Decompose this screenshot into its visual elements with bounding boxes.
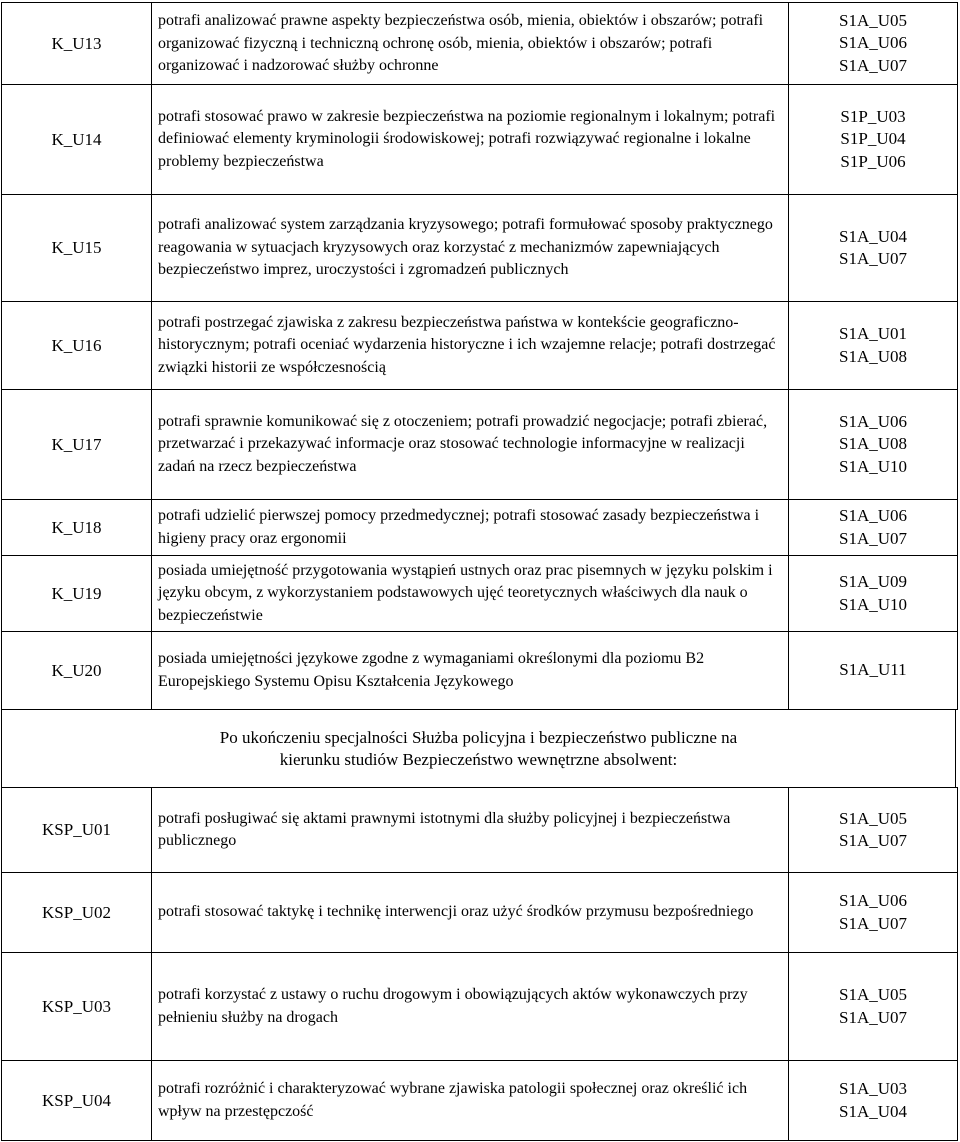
table-row	[2, 556, 958, 632]
reference-code: S1A_U04	[838, 226, 907, 246]
reference-code: S1A_U06	[838, 891, 907, 910]
table-row	[2, 3, 958, 85]
table-row	[2, 500, 958, 556]
outcome-description: potrafi korzystać z ustawy o ruchu drogowym i obowiązujących aktów wykonawczych przy pełnieniu służby na drogach	[152, 953, 789, 1061]
outcome-references	[789, 632, 958, 710]
outcome-code: K_U18	[2, 500, 152, 556]
outcome-references	[789, 953, 958, 1061]
outcome-code: KSP_U04	[2, 1061, 152, 1141]
outcome-description: potrafi rozróżnić i charakteryzować wybrane zjawiska patologii społecznej oraz określić ich wpływ na przestępczość	[152, 1061, 789, 1141]
outcome-description: posiada umiejętności językowe zgodne z wymaganiami określonymi dla poziomu B2 Europejskiego Systemu Opisu Kształcenia Językowego	[152, 632, 789, 710]
table-row	[2, 953, 958, 1061]
reference-code: S1A_U07	[838, 249, 907, 268]
table-row	[2, 632, 958, 710]
outcome-references	[789, 1061, 958, 1141]
table-row	[2, 302, 958, 390]
table-row	[2, 788, 958, 873]
reference-code: S1A_U07	[838, 528, 907, 548]
reference-code: S1A_U10	[838, 594, 907, 614]
outcome-code: K_U14	[2, 85, 152, 195]
outcome-references	[789, 788, 958, 873]
specialization-heading	[1, 710, 956, 787]
reference-code: S1P_U06	[840, 151, 906, 171]
reference-code: S1A_U06	[838, 33, 907, 53]
outcome-code: K_U13	[2, 3, 152, 85]
outcome-description: potrafi sprawnie komunikować się z otoczeniem; potrafi prowadzić negocjacje; potrafi zbierać, przetwarzać i przekazywać informacje oraz stosować technologie informacyjne w realizacji zadań na rzecz bezpieczeństwa	[152, 390, 789, 500]
outcome-code: KSP_U03	[2, 953, 152, 1061]
outcome-references	[789, 85, 958, 195]
reference-code: S1P_U03	[840, 106, 906, 126]
outcome-references	[789, 302, 958, 390]
outcome-references	[789, 500, 958, 556]
table-row	[2, 873, 958, 953]
outcome-code: KSP_U01	[2, 788, 152, 873]
outcome-code: K_U16	[2, 302, 152, 390]
reference-code: S1A_U01	[838, 324, 907, 343]
outcome-code: KSP_U02	[2, 873, 152, 953]
reference-code: S1A_U06	[838, 411, 907, 431]
outcome-references	[789, 390, 958, 500]
learning-outcomes-table	[1, 2, 958, 710]
reference-code: S1A_U08	[838, 346, 907, 366]
heading-line: kierunku studiów Bezpieczeństwo wewnętrzne absolwent:	[279, 750, 678, 769]
heading-line: Po ukończeniu specjalności Służba policyjna i bezpieczeństwo publiczne na	[219, 728, 738, 747]
outcome-code: K_U19	[2, 556, 152, 632]
outcome-description: potrafi udzielić pierwszej pomocy przedmedycznej; potrafi stosować zasady bezpieczeństwa i higieny pracy oraz ergonomii	[152, 500, 789, 556]
reference-code: S1A_U06	[838, 506, 907, 525]
outcome-references	[789, 873, 958, 953]
table-row	[2, 390, 958, 500]
outcome-description: potrafi analizować prawne aspekty bezpieczeństwa osób, mienia, obiektów i obszarów; potrafi organizować fizyczną i techniczną ochronę osób, mienia, obiektów i obszarów; potrafi organizować i nadzorować służby ochronne	[152, 3, 789, 85]
outcome-code: K_U15	[2, 195, 152, 302]
reference-code: S1A_U11	[839, 660, 907, 680]
outcome-code: K_U17	[2, 390, 152, 500]
outcome-description: potrafi stosować taktykę i technikę interwencji oraz użyć środków przymusu bezpośredniego	[152, 873, 789, 953]
reference-code: S1A_U07	[838, 831, 907, 850]
reference-code: S1A_U04	[838, 1101, 907, 1121]
specialization-outcomes-table	[1, 787, 958, 1141]
outcome-description: posiada umiejętność przygotowania wystąpień ustnych oraz prac pisemnych w języku polskim i języku obcym, z wykorzystaniem podstawowych ujęć teoretycznych właściwych dla nauk o bezpieczeństwie	[152, 556, 789, 632]
outcome-description: potrafi analizować system zarządzania kryzysowego; potrafi formułować sposoby praktycznego reagowania w sytuacjach kryzysowych oraz korzystać z mechanizmów zapewniających bezpieczeństwo imprez, uroczystości i zgromadzeń publicznych	[152, 195, 789, 302]
reference-code: S1A_U08	[838, 434, 907, 454]
reference-code: S1A_U07	[838, 55, 907, 75]
outcome-description: potrafi posługiwać się aktami prawnymi istotnymi dla służby policyjnej i bezpieczeństwa publicznego	[152, 788, 789, 873]
reference-code: S1A_U05	[838, 808, 907, 828]
reference-code: S1A_U05	[838, 985, 907, 1004]
reference-code: S1A_U07	[838, 913, 907, 933]
outcome-description: potrafi postrzegać zjawiska z zakresu bezpieczeństwa państwa w kontekście geograficzno-historycznym; potrafi oceniać wydarzenia historyczne i ich wzajemne relacje; potrafi dostrzegać związki historii ze współczesnością	[152, 302, 789, 390]
outcome-references	[789, 3, 958, 85]
reference-code: S1A_U07	[838, 1007, 907, 1027]
table-row	[2, 195, 958, 302]
reference-code: S1P_U04	[840, 129, 906, 149]
reference-code: S1A_U10	[838, 456, 907, 476]
outcome-references	[789, 556, 958, 632]
outcome-references	[789, 195, 958, 302]
outcome-description: potrafi stosować prawo w zakresie bezpieczeństwa na poziomie regionalnym i lokalnym; potrafi definiować elementy kryminologii środowiskowej; potrafi rozwiązywać regionalne i lokalne problemy bezpieczeństwa	[152, 85, 789, 195]
outcome-code: K_U20	[2, 632, 152, 710]
reference-code: S1A_U03	[838, 1079, 907, 1098]
reference-code: S1A_U09	[838, 572, 907, 591]
reference-code: S1A_U05	[838, 10, 907, 30]
table-row	[2, 85, 958, 195]
table-row	[2, 1061, 958, 1141]
